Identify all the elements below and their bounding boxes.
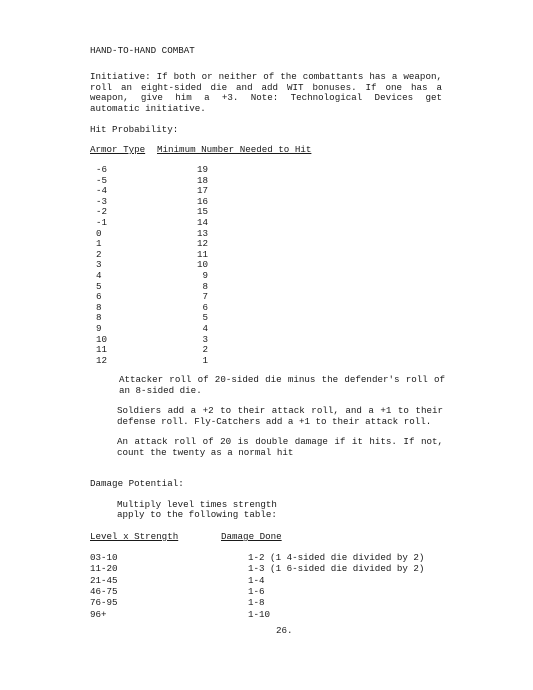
armor-value: 5 <box>96 280 102 292</box>
min-to-hit-value: 14 <box>196 217 208 228</box>
armor-table-row <box>0 165 533 176</box>
armor-value: 1 <box>96 238 102 250</box>
min-to-hit-value: 18 <box>196 174 208 186</box>
armor-table-row <box>0 197 533 208</box>
damage-table-row <box>0 598 533 609</box>
min-to-hit-value: 17 <box>196 185 208 197</box>
damage-table-row <box>0 564 533 575</box>
armor-value: -2 <box>96 206 108 218</box>
armor-value: 4 <box>96 270 102 281</box>
armor-value: 0 <box>96 227 102 239</box>
min-to-hit-value: 15 <box>196 206 208 218</box>
min-to-hit-value: 13 <box>196 227 208 239</box>
level-strength-value: 11-20 <box>90 563 118 575</box>
min-to-hit-value: 6 <box>202 301 208 313</box>
armor-table-row <box>0 260 533 271</box>
twenty-note: An attack roll of 20 is double damage if it hits. If not, count the twenty as a normal hit <box>117 436 443 458</box>
damage-table-row <box>0 610 533 621</box>
armor-table-row <box>0 176 533 187</box>
level-strength-value: 21-45 <box>90 574 118 586</box>
min-to-hit-value: 19 <box>196 164 208 175</box>
min-to-hit-value: 16 <box>196 195 208 207</box>
damage-intro-line-2: apply to the following table: <box>117 509 277 520</box>
armor-value: -4 <box>96 185 108 197</box>
min-to-hit-value: 8 <box>202 280 208 292</box>
damage-done-value: 1-4 <box>248 574 265 586</box>
armor-table-row <box>0 186 533 197</box>
min-to-hit-value: 7 <box>202 291 208 303</box>
min-to-hit-value: 4 <box>202 323 208 334</box>
armor-value: 8 <box>96 312 102 324</box>
min-to-hit-value: 9 <box>202 270 208 281</box>
armor-value: 10 <box>96 333 108 345</box>
level-strength-column-header: Level x Strength <box>90 531 179 542</box>
min-to-hit-value: 3 <box>202 333 208 345</box>
armor-value: 3 <box>96 259 102 271</box>
soldiers-note: Soldiers add a +2 to their attack roll, and a +1 to their defense roll. Fly-Catchers add a +1 to their attack roll. <box>117 405 443 427</box>
min-to-hit-value: 2 <box>202 344 208 356</box>
armor-value: 8 <box>96 301 102 313</box>
armor-type-column-header: Armor Type <box>90 144 146 155</box>
armor-table-row <box>0 239 533 250</box>
armor-table-row <box>0 207 533 218</box>
min-to-hit-value: 5 <box>202 312 208 324</box>
page-number: 26. <box>276 625 293 636</box>
damage-potential-heading: Damage Potential: <box>90 478 184 489</box>
armor-table-row <box>0 313 533 324</box>
level-strength-value: 03-10 <box>90 552 118 563</box>
damage-table-row <box>0 576 533 587</box>
armor-table-row <box>0 292 533 303</box>
min-number-column-header: Minimum Number Needed to Hit <box>157 144 312 155</box>
armor-value: 9 <box>96 323 102 334</box>
damage-done-value: 1-10 <box>248 608 271 620</box>
damage-table-row <box>0 587 533 598</box>
min-to-hit-value: 12 <box>196 238 208 250</box>
damage-intro-line-1: Multiply level times strength <box>117 499 277 510</box>
armor-table-row <box>0 282 533 293</box>
page-title: HAND-TO-HAND COMBAT <box>90 45 195 56</box>
min-to-hit-value: 1 <box>202 354 208 366</box>
armor-value: -3 <box>96 195 108 207</box>
armor-value: -5 <box>96 174 108 186</box>
damage-done-column-header: Damage Done <box>221 531 282 542</box>
damage-done-value: 1-2 (1 4-sided die divided by 2) <box>248 552 425 563</box>
attacker-note-text: Attacker roll of 20-sided die minus the defender's roll of an 8-sided die. <box>119 374 445 396</box>
armor-table-row <box>0 345 533 356</box>
armor-table-row <box>0 218 533 229</box>
armor-value: 11 <box>96 344 108 356</box>
min-to-hit-value: 11 <box>196 248 208 260</box>
level-strength-value: 76-95 <box>90 597 118 609</box>
armor-table-row <box>0 324 533 335</box>
armor-value: 12 <box>96 354 108 366</box>
armor-value: 2 <box>96 248 102 260</box>
armor-table-row <box>0 303 533 314</box>
armor-value: -6 <box>96 164 108 175</box>
armor-table-row <box>0 335 533 346</box>
damage-done-value: 1-8 <box>248 597 265 609</box>
initiative-paragraph: Initiative: If both or neither of the combattants has a weapon, roll an eight-sided die and add WIT bonuses. If one has a weapon, give him a +3. Note: Technological Devices get automatic initiative. <box>90 71 442 114</box>
level-strength-value: 96+ <box>90 608 107 620</box>
level-strength-value: 46-75 <box>90 585 118 597</box>
attacker-note <box>119 375 445 396</box>
armor-value: -1 <box>96 217 108 228</box>
armor-value: 6 <box>96 291 102 303</box>
armor-table-row <box>0 229 533 240</box>
damage-done-value: 1-3 (1 6-sided die divided by 2) <box>248 563 425 575</box>
damage-done-value: 1-6 <box>248 585 265 597</box>
armor-table-row <box>0 356 533 367</box>
min-to-hit-value: 10 <box>196 259 208 271</box>
armor-table-row <box>0 271 533 282</box>
armor-table-row <box>0 250 533 261</box>
hit-probability-heading: Hit Probability: <box>90 124 179 135</box>
